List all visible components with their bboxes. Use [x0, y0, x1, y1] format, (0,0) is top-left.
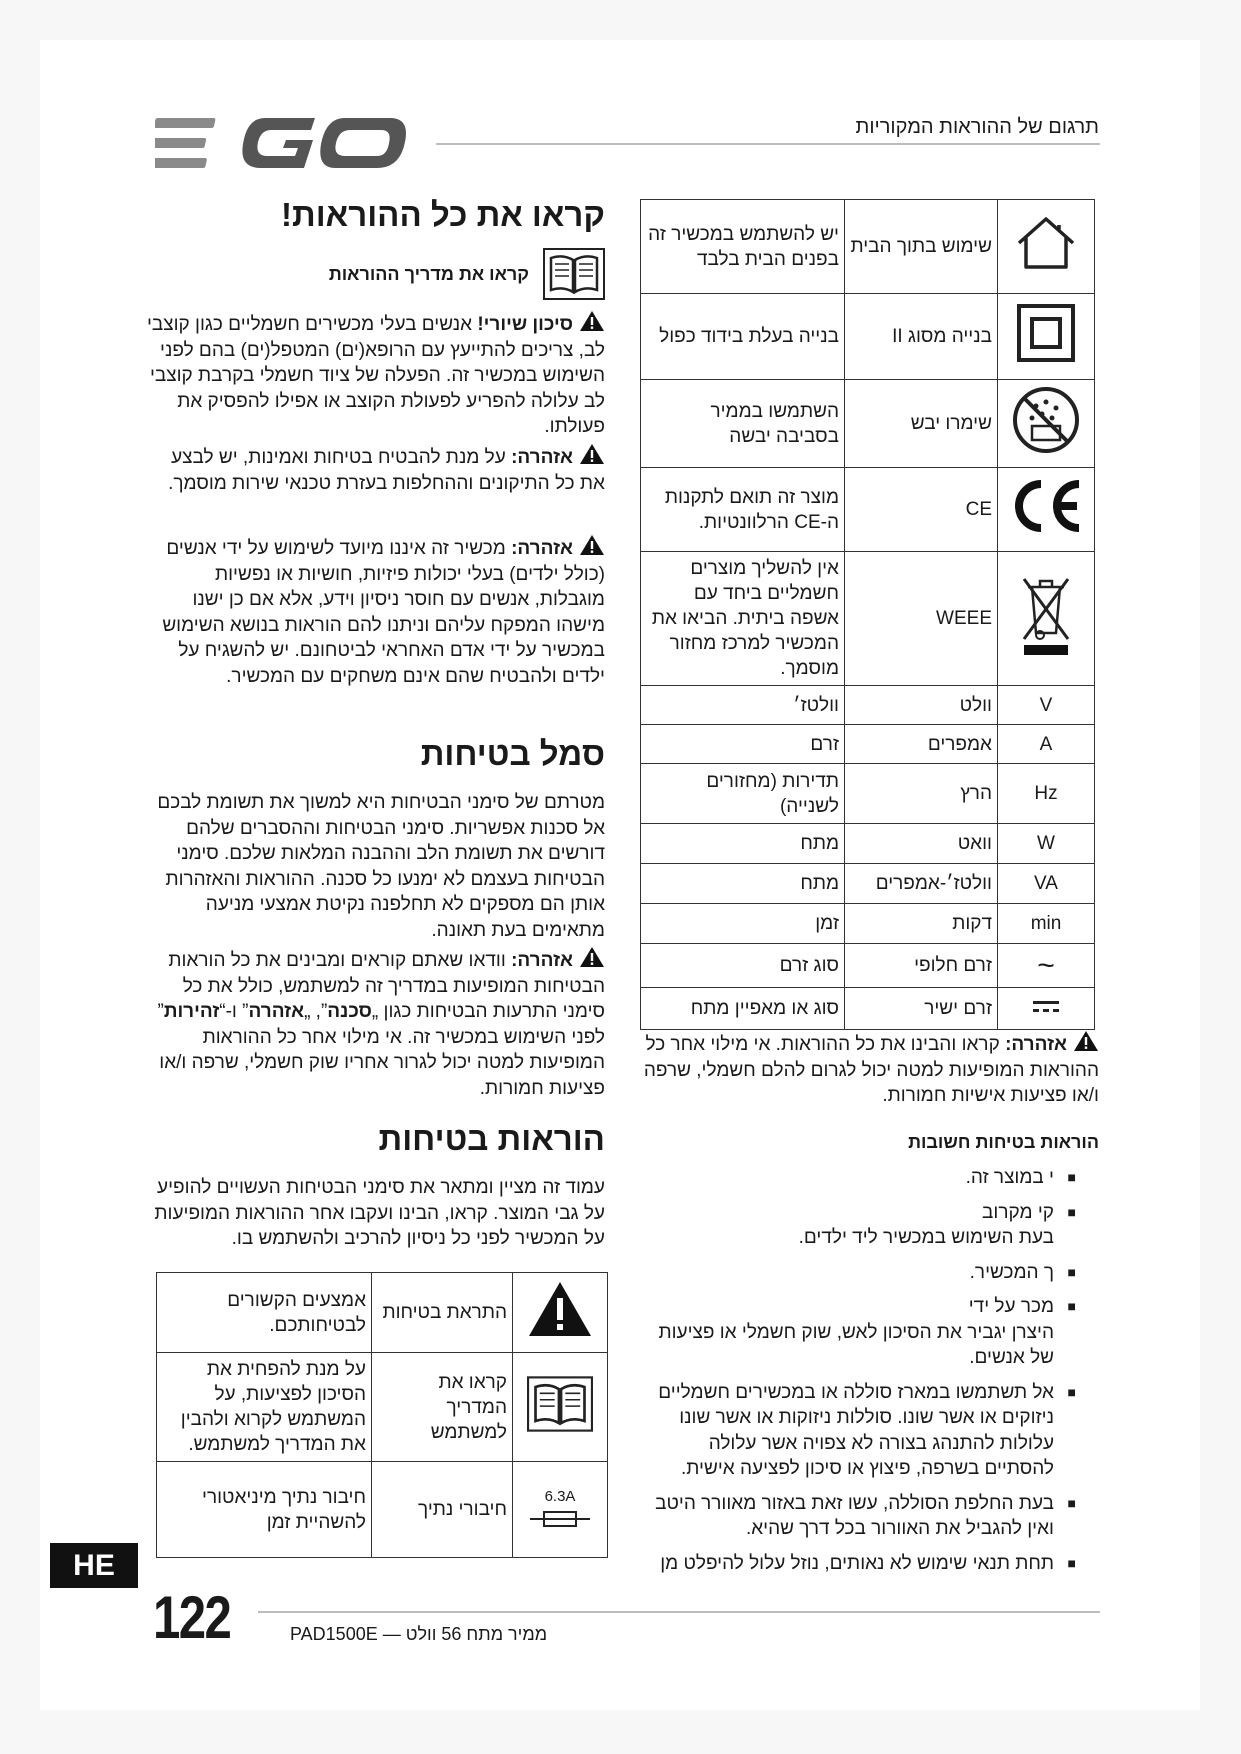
- read-all-heading: קראו את כל ההוראות!: [281, 196, 605, 233]
- capability-warning-paragraph: אזהרה: מכשיר זה איננו מיועד לשימוש על ידי אנשים (כולל ילדים) בעלי יכולות פיזיות, חושיות או נפשיות מוגבלות, אנשים עם חוסר ניסיון וידע, אלא אם כן ישנו מישהו המפקח עליהם וניתנו להם הוראות בנושא השימוש במכשיר על ידי אדם האחראי לביטחונם. יש להשגיח על ילדים ולהבטיח שהם אינם משחקים עם המכשיר.: [145, 534, 605, 689]
- read-understand-warning: אזהרה: וודאו שאתם קוראים ומבינים את כל הוראות הבטיחות המופיעות במדריך זה למשתמש, כולל את כל סימני התרעות הבטיחות כגון „סכנה”, „אזהרה” ו-“זהירות” לפני השימוש במכשיר זה. אי מילוי אחר כל ההוראות המופיעות למטה יכול לגרור אחריו שוק חשמלי, שרפה ו/או פציעות חמורות.: [145, 946, 605, 1101]
- symbol-name: הרץ: [845, 764, 998, 824]
- language-badge: HE: [50, 1543, 138, 1588]
- table-row: [641, 944, 1095, 988]
- table-row: [641, 200, 1095, 294]
- ce-mark-icon: [1007, 476, 1085, 536]
- weee-bin-icon: [1018, 573, 1074, 657]
- table-row: [641, 764, 1095, 824]
- table-row: [157, 1353, 608, 1462]
- symbol-name: וולטז׳-אמפרים: [845, 864, 998, 904]
- icon-cell: [998, 294, 1095, 380]
- list-item: היצרן יגביר את הסיכון לאש, שוק חשמלי או פציעות של אנשים.: [658, 1321, 1054, 1368]
- symbol-desc: השתמשו בממיר בסביבה יבשה: [641, 380, 845, 468]
- symbol-desc: מתח: [641, 824, 845, 864]
- unit-symbol: Hz: [998, 764, 1095, 824]
- table-row: [641, 904, 1095, 944]
- list-item: ■ מכר על ידי: [640, 1294, 1076, 1320]
- symbol-name: זרם חלופי: [845, 944, 998, 988]
- unit-symbol: VA: [998, 864, 1095, 904]
- icon-cell: [998, 552, 1095, 686]
- safety-symbol-heading: סמל בטיחות: [420, 735, 605, 772]
- symbol-desc: זרם: [641, 725, 845, 764]
- symbol-desc: מתח: [641, 864, 845, 904]
- repair-warning-paragraph: אזהרה: על מנת להבטיח בטיחות ואמינות, יש לבצע את כל התיקונים וההחלפות בעזרת טכנאי שירות מוסמך.: [145, 443, 605, 496]
- manual-book-icon: [527, 1376, 593, 1432]
- important-list: [640, 1165, 1076, 1576]
- symbol-name: קראו את המדריך למשתמש: [372, 1353, 513, 1462]
- list-item: ■ ך המכשיר.: [640, 1260, 1076, 1295]
- house-icon: [1015, 215, 1077, 271]
- table-row: [641, 552, 1095, 686]
- list-item: ■ בעת החלפת הסוללה, עשו זאת באזור מאוורר היטב ואין להגביל את האוורור בכל דרך שהיא.: [640, 1491, 1076, 1551]
- fuse-icon: [530, 1509, 590, 1529]
- important-heading: הוראות בטיחות חשובות: [908, 1132, 1099, 1152]
- ac-icon: ~: [998, 944, 1095, 988]
- bottom-warning-paragraph: אזהרה: קראו והבינו את כל ההוראות. אי מילוי אחר כל ההוראות המופיעות למטה יכול לגרום להלם חשמלי, שרפה ו/או פציעות אישיות חמורות.: [639, 1030, 1099, 1109]
- symbol-desc: יש להשתמש במכשיר זה בפנים הבית בלבד: [641, 200, 845, 294]
- list-item: ■ אל תשתמשו במארז סוללה או במכשירים חשמליים ניזוקים או אשר שונו. סוללות ניזוקות או אשר שונו עלולות להתנהג בצורה לא צפויה אשר עלולה להסתיים בשרפה, פיצוץ או סיכון לפציעה אישית.: [640, 1380, 1076, 1491]
- unit-symbol: W: [998, 824, 1095, 864]
- warning-triangle-icon: [579, 310, 605, 332]
- safety-signs-table: [156, 1272, 608, 1558]
- table-row: [641, 988, 1095, 1030]
- footer-divider: [258, 1611, 1100, 1613]
- table-row: [157, 1273, 608, 1353]
- table-row: [641, 824, 1095, 864]
- residual-risk-paragraph: סיכון שיורי! אנשים בעלי מכשירים חשמליים כגון קוצבי לב, צריכים להתייעץ עם הרופא(ים) המטפל(ים) בהם לפני השימוש במכשיר זה. הפעלה של ציוד חשמלי בקרבת קוצבי לב עלולה להפריע לפעולת הקוצב או אפילו להפסיק את פעולתו.: [145, 310, 605, 440]
- safety-symbol-paragraph: מטרתם של סימני הבטיחות היא למשוך את תשומת לבכם אל סכנות אפשריות. סימני הבטיחות וההסברים שלהם דורשים את תשומת הלב וההבנה המלאות שלכם. סימני הבטיחות בעצמם לא ימנעו כל סכנה. ההוראות והאזהרות אותן הם מספקים לא תחלפנה נקיטת אמצעי מניעה מתאימים בעת תאונה.: [157, 792, 605, 941]
- icon-cell: [998, 988, 1095, 1030]
- symbols-table: [640, 199, 1095, 1030]
- dc-icon: [1031, 998, 1061, 1014]
- icon-cell: [998, 380, 1095, 468]
- symbol-desc: חיבור נתיך מיניאטורי להשהיית זמן: [157, 1462, 372, 1558]
- icon-cell: [513, 1462, 608, 1558]
- symbol-desc: סוג זרם: [641, 944, 845, 988]
- symbol-name: וולט: [845, 686, 998, 725]
- unit-symbol: V: [998, 686, 1095, 725]
- icon-cell: [998, 200, 1095, 294]
- symbol-name: שימרו יבש: [845, 380, 998, 468]
- list-item: ■ י במוצר זה.: [640, 1165, 1076, 1200]
- symbol-name: שימוש בתוך הבית: [845, 200, 998, 294]
- list-item: ■ קי מקרוב: [640, 1200, 1076, 1226]
- symbol-desc: אמצעים הקשורים לבטיחותכם.: [157, 1273, 372, 1353]
- symbol-desc: וולטז׳: [641, 686, 845, 725]
- symbol-name: CE: [845, 468, 998, 552]
- table-row: [641, 294, 1095, 380]
- symbol-name: דקות: [845, 904, 998, 944]
- symbol-desc: זמן: [641, 904, 845, 944]
- icon-cell: [513, 1353, 608, 1462]
- unit-symbol: A: [998, 725, 1095, 764]
- table-row: [157, 1462, 608, 1558]
- symbol-name: חיבורי נתיך: [372, 1462, 513, 1558]
- symbol-name: זרם ישיר: [845, 988, 998, 1030]
- keep-dry-icon: [1012, 386, 1080, 454]
- icon-cell: [998, 468, 1095, 552]
- header-title: תרגום של ההוראות המקוריות: [855, 116, 1099, 138]
- fuse-rating: 6.3A: [544, 1487, 576, 1505]
- double-insulation-icon: [1016, 303, 1076, 363]
- symbol-desc: מוצר זה תואם לתקנות ה-CE הרלוונטיות.: [641, 468, 845, 552]
- manual-book-icon: [543, 248, 605, 300]
- symbol-name: וואט: [845, 824, 998, 864]
- table-row: [641, 686, 1095, 725]
- list-item: בעת השימוש במכשיר ליד ילדים.: [798, 1227, 1054, 1248]
- symbol-name: בנייה מסוג II: [845, 294, 998, 380]
- safety-instructions-paragraph: עמוד זה מציין ומתאר את סימני הבטיחות העשויים להופיע על גבי המוצר. קראו, הבינו ועקבו אחר ההוראות המופיעות על המכשיר לפני כל ניסיון להרכיב ולהשתמש בו.: [154, 1177, 605, 1249]
- ego-logo: [155, 112, 410, 174]
- symbol-desc: בנייה בעלת בידוד כפול: [641, 294, 845, 380]
- symbol-desc: סוג או מאפיין מתח: [641, 988, 845, 1030]
- footer-model: PAD1500E — ממיר מתח 56 וולט: [290, 1624, 548, 1644]
- table-row: [641, 380, 1095, 468]
- unit-symbol: min: [998, 904, 1095, 944]
- warning-triangle-icon: [1073, 1030, 1099, 1052]
- table-row: [641, 468, 1095, 552]
- header-divider: [436, 143, 1100, 145]
- warning-triangle-icon: [579, 534, 605, 556]
- table-row: [641, 864, 1095, 904]
- table-row: [641, 725, 1095, 764]
- symbol-desc: תדירות (מחזורים לשנייה): [641, 764, 845, 824]
- icon-cell: [513, 1273, 608, 1353]
- symbol-desc: על מנת להפחית את הסיכון לפציעות, על המשתמש לקרוא ולהבין את המדריך למשתמש.: [157, 1353, 372, 1462]
- safety-instructions-heading: הוראות בטיחות: [378, 1120, 605, 1157]
- warning-triangle-icon: [579, 946, 605, 968]
- symbol-name: WEEE: [845, 552, 998, 686]
- warning-triangle-icon: [527, 1280, 593, 1338]
- symbol-name: התראת בטיחות: [372, 1273, 513, 1353]
- list-item: ■ תחת תנאי שימוש לא נאותים, נוזל עלול להיפלט מן: [640, 1551, 1076, 1577]
- symbol-name: אמפרים: [845, 725, 998, 764]
- important-list-wrap: [640, 1165, 1076, 1576]
- warning-triangle-icon: [579, 443, 605, 465]
- read-manual-label: קראו את מדריך ההוראות: [328, 263, 529, 284]
- symbol-desc: אין להשליך מוצרים חשמליים ביחד עם אשפה ביתית. הביאו את המכשיר למרכז מחזור מוסמך.: [641, 552, 845, 686]
- page-number: 122: [153, 1584, 231, 1651]
